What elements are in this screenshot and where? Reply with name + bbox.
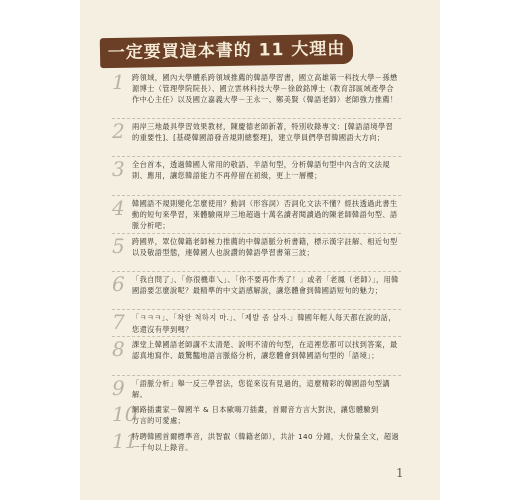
reason-number: 4 — [112, 195, 125, 220]
divider — [112, 118, 401, 119]
reason-number: 9 — [112, 375, 125, 400]
reason-number: 10 — [112, 402, 138, 427]
reason-number: 3 — [112, 157, 125, 182]
reason-number: 1 — [112, 70, 125, 94]
page-number: 1 — [396, 466, 404, 480]
divider — [112, 271, 401, 272]
reason-text: 「語脈分析」舉一反三學習法，您從來沒有見過的，這麼精彩的韓國語句型講解。 — [132, 378, 390, 399]
reason-text: 韓國語不規則變化怎麼使用？動詞（形容詞）否詞化文法不懂？經扶透過此書生動的短句來學習，來體驗兩岸三地超過十萬名讀者閱讀過的陳老師韓語句型、語脈分析吧； — [132, 198, 398, 230]
title-banner — [100, 34, 353, 68]
reason-number: 7 — [112, 310, 125, 335]
divider — [112, 233, 401, 234]
reason-text: 跨國界，眾位韓籍老師極力推薦的中韓語脈分析書籍，標示漢字註解、相近句型以及敬語型態，連韓國人也說讚的韓語學習書第三波； — [132, 236, 398, 257]
page-title: 一定要買這本書的 11 大理由 — [107, 38, 346, 64]
divider — [112, 309, 401, 310]
divider — [112, 336, 401, 337]
reason-text: 課堂上韓國語老師講不太清楚、說明不清的句型，在這裡您都可以找到答案，最認真地寫作、最驚豔地語言脈絡分析，讓您體會到韓國語句型的「語境」； — [132, 340, 398, 361]
divider — [112, 156, 401, 157]
reason-text: 網路插畫家－韓國羊 & 日本歐嗨刀插畫，首爾音方言大對決，讓您體驗到方言的可愛處； — [132, 405, 379, 426]
divider — [112, 375, 401, 376]
reason-number: 8 — [112, 337, 125, 362]
reason-number: 5 — [112, 233, 125, 258]
divider — [112, 195, 401, 196]
reason-text: 「我自問了」、「你很機車乀」、「你不要再作秀了！」或者「老鳳（老師）」，用韓國語要怎麼說呢？最精準的中文語感解說，讓您體會到韓國語短句的魅力； — [132, 275, 399, 296]
reason-text: 兩岸三地最具學習效果教材，陳慶德老師新著，特別收錄專文：[韓語語境學習的重要性]、[基礎韓國語發音規則總整理]，建立學員們學習韓國語大方向； — [132, 122, 394, 143]
reason-number: 6 — [112, 272, 125, 297]
reason-text: 「ㅋㅋㅋ」、「착한 척하지 마.」、「제발 좀 살자.」韓國年輕人每天都在說的話，您還沒有學到嗎？ — [132, 313, 396, 334]
reason-text: 特聘韓國首爾標準音，洪智叡（韓籍老師），共計 140 分鐘，大份量全文，超過一千句以上錄音。 — [132, 432, 400, 453]
reason-number: 11 — [112, 429, 138, 454]
reason-number: 2 — [112, 119, 125, 144]
reason-text: 跨領域，國內大學體系跨領域推薦的韓語學習書，國立高雄第一科技大學－孫懋源博士（管理學院院長）、國立雲林科技大學－徐啟銘博士（教育部區域產學合作中心主任）以及國立嘉義大學－王永一、鄭美賢（韓語老師）老師強力推薦！ — [132, 73, 398, 105]
reason-text: 全台首本，透過韓國人常用的敬語、半語句型，分析韓語句型中內含的文法規則、應用，讓您韓語能力不再停留在初級，更上一層樓； — [132, 160, 390, 181]
